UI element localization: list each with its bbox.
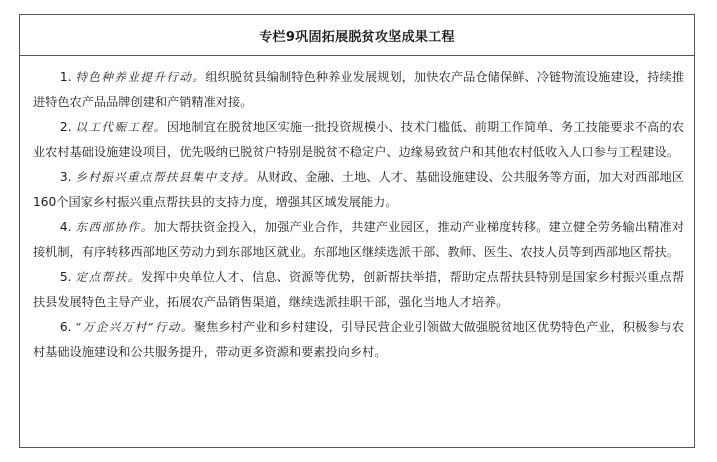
item-4: [33, 215, 684, 265]
item-6: [33, 315, 684, 365]
column-body: [20, 56, 694, 365]
item-text: 因地制宜在脱贫地区实施一批投资规模小、技术门槛低、前期工作简单、务工技能要求不高的农业农村基础设施建设项目，优先吸纳已脱贫户特别是脱贫不稳定户、边缘易致贫户和其他农村低收入人口参与工程建设。: [33, 120, 685, 159]
item-number: 2.: [59, 120, 72, 134]
item-number: 3.: [59, 170, 72, 184]
item-text: 聚焦乡村产业和乡村建设，引导民营企业引领做大做强脱贫地区优势特色产业，积极参与农村基础设施建设和公共服务提升，带动更多资源和要素投向乡村。: [33, 320, 685, 359]
item-5: [33, 265, 684, 315]
item-number: 1.: [59, 70, 72, 84]
column-box: [19, 14, 695, 448]
item-text: 组织脱贫县编制特色种养业发展规划，加快农产品仓储保鲜、冷链物流设施建设，持续推进特色农产品品牌创建和产销精准对接。: [33, 70, 685, 109]
item-3: [33, 165, 684, 215]
item-text: 加大帮扶资金投入，加强产业合作，共建产业园区，推动产业梯度转移。建立健全劳务输出精准对接机制，有序转移西部地区劳动力到东部地区就业。东部地区继续选派干部、教师、医生、农技人员等到西部地区帮扶。: [33, 220, 685, 259]
column-title: 专栏9巩固拓展脱贫攻坚成果工程: [20, 15, 694, 56]
item-heading: “万企兴万村”行动。: [75, 320, 194, 334]
item-1: [33, 65, 684, 115]
item-heading: 定点帮扶。: [75, 270, 141, 284]
item-number: 4.: [59, 220, 72, 234]
item-text: 从财政、金融、土地、人才、基础设施建设、公共服务等方面，加大对西部地区160个国家乡村振兴重点帮扶县的支持力度，增强其区域发展能力。: [33, 170, 684, 209]
item-heading: 东西部协作。: [75, 220, 154, 234]
item-text: 发挥中央单位人才、信息、资源等优势，创新帮扶举措，帮助定点帮扶县特别是国家乡村振兴重点帮扶县发展特色主导产业，拓展农产品销售渠道，继续选派挂职干部，强化当地人才培养。: [33, 270, 685, 309]
item-number: 6.: [59, 320, 72, 334]
item-heading: 特色种养业提升行动。: [75, 70, 206, 84]
item-number: 5.: [59, 270, 72, 284]
item-heading: 乡村振兴重点帮扶县集中支持。: [75, 170, 257, 184]
item-heading: 以工代赈工程。: [75, 120, 167, 134]
item-2: [33, 115, 684, 165]
